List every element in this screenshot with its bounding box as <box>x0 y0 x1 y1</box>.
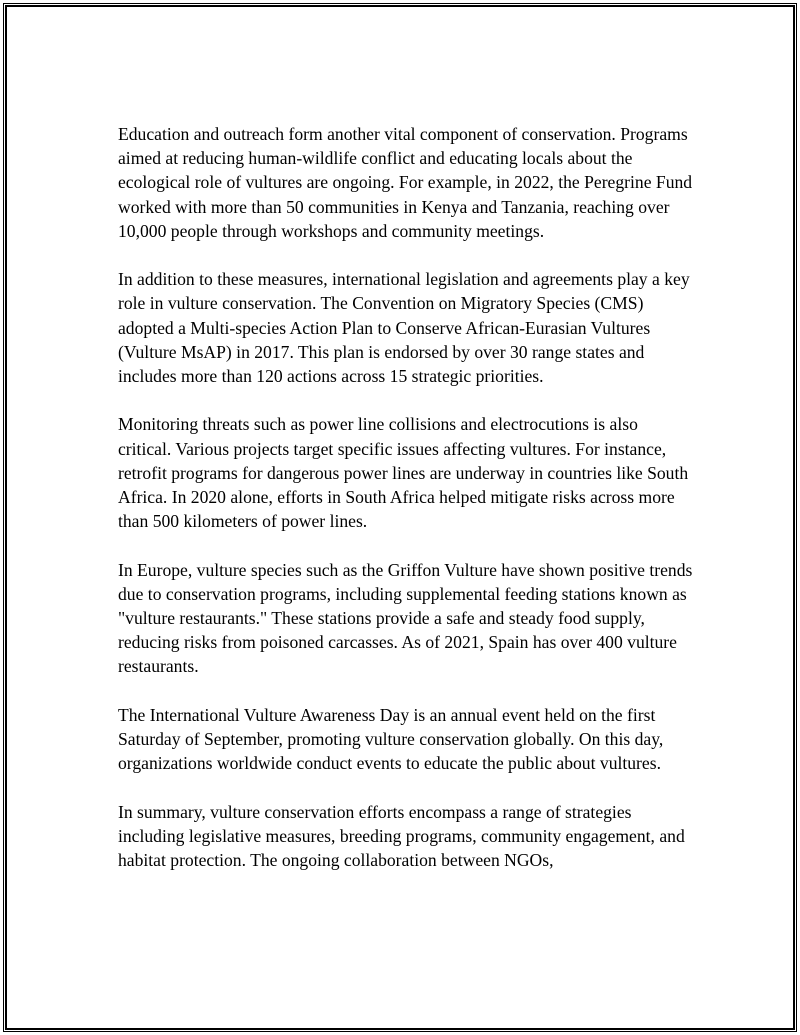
document-body <box>118 122 693 896</box>
paragraph-international-legislation: In addition to these measures, international legislation and agreements play a key role in vulture conservation. The Convention on Migratory Species (CMS) adopted a Multi-species Action Plan to Conserve African-Eurasian Vultures (Vulture MsAP) in 2017. This plan is endorsed by over 30 range states and includes more than 120 actions across 15 strategic priorities. <box>118 269 690 387</box>
page-inner-border <box>6 6 794 1029</box>
paragraph-awareness-day: The International Vulture Awareness Day is an annual event held on the first Saturday of September, promoting vulture conservation globally. On this day, organizations worldwide conduct events to educate the public about vultures. <box>118 704 664 774</box>
paragraph-monitoring-threats: Monitoring threats such as power line collisions and electrocutions is also critical. Various projects target specific issues affecting vultures. For instance, retrofit programs for dangerous power lines are underway in countries like South Africa. In 2020 alone, efforts in South Africa helped mitigate risks across more than 500 kilometers of power lines. <box>118 414 689 532</box>
paragraph-summary: In summary, vulture conservation efforts encompass a range of strategies including legislative measures, breeding programs, community engagement, and habitat protection. The ongoing collaboration between NGOs, <box>118 801 685 871</box>
paragraph-europe-vulture-restaurants: In Europe, vulture species such as the Griffon Vulture have shown positive trends due to conservation programs, including supplemental feeding stations known as "vulture restaurants." These stations provide a safe and steady food supply, reducing risks from poisoned carcasses. As of 2021, Spain has over 400 vulture restaurants. <box>118 559 693 677</box>
paragraph-education-outreach: Education and outreach form another vital component of conservation. Programs aimed at reducing human-wildlife conflict and educating locals about the ecological role of vultures are ongoing. For example, in 2022, the Peregrine Fund worked with more than 50 communities in Kenya and Tanzania, reaching over 10,000 people through workshops and community meetings. <box>118 124 693 241</box>
page-border <box>3 3 797 1032</box>
